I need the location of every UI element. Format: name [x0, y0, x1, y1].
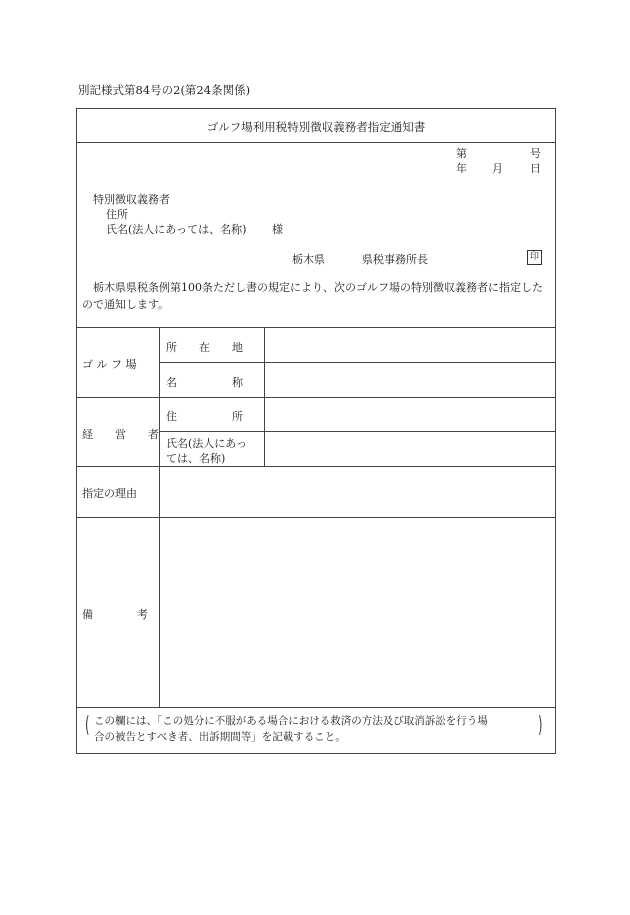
recipient-honorific: 様	[272, 223, 283, 236]
operator-address-label: 住 所	[166, 410, 243, 423]
header-section-divider	[76, 327, 556, 328]
number-dai: 第	[456, 147, 467, 160]
reason-remarks-divider	[76, 517, 556, 518]
document-title: ゴルフ場利用税特別徴収義務者指定通知書	[206, 120, 426, 134]
operator-name-label-line2: ては、名称)	[166, 452, 226, 465]
golf-name-label: 名 称	[166, 376, 243, 389]
date-year: 年	[456, 162, 467, 175]
date-day: 日	[530, 162, 541, 175]
issuer-office: 県税事務所長	[362, 253, 428, 266]
note-close-bracket: )	[538, 713, 543, 738]
remarks-note-divider	[76, 707, 556, 708]
footnote-line-2: 合の被告とすべき者、出訴期間等」を記載すること。	[94, 731, 346, 743]
label-column-divider	[159, 327, 160, 707]
remarks-label: 備 考	[82, 608, 148, 621]
operator-reason-divider	[76, 466, 556, 467]
golf-operator-divider	[76, 397, 556, 398]
footnote-line-1: この欄には、「この処分に不服がある場合における救済の方法及び取消訴訟を行う場	[94, 715, 488, 727]
operator-row-divider	[159, 431, 556, 432]
golf-course-header: ゴ ル フ 場	[82, 358, 137, 371]
number-go: 号	[530, 147, 541, 160]
reason-label: 指定の理由	[82, 487, 137, 500]
recipient-name-label: 氏名(法人にあっては、名称)	[106, 223, 247, 236]
recipient-address-label: 住所	[106, 208, 128, 221]
golf-row-divider	[159, 362, 556, 363]
sublabel-column-divider	[264, 327, 265, 466]
date-month: 月	[492, 162, 503, 175]
issuer-prefecture: 栃木県	[292, 253, 325, 266]
form-reference: 別記様式第84号の2(第24条関係)	[78, 83, 251, 97]
note-open-bracket: (	[85, 713, 90, 738]
operator-name-label-line1: 氏名(法人にあっ	[166, 437, 248, 450]
golf-location-label: 所 在 地	[166, 341, 243, 354]
recipient-role: 特別徴収義務者	[93, 193, 170, 206]
notice-paragraph: 栃木県県税条例第100条ただし書の規定により、次のゴルフ場の特別徴収義務者に指定したので通知します。	[82, 281, 543, 311]
title-divider	[76, 142, 556, 143]
footnote	[94, 713, 546, 745]
operator-header: 経 営 者	[82, 428, 159, 441]
seal-mark: 印	[527, 250, 542, 265]
